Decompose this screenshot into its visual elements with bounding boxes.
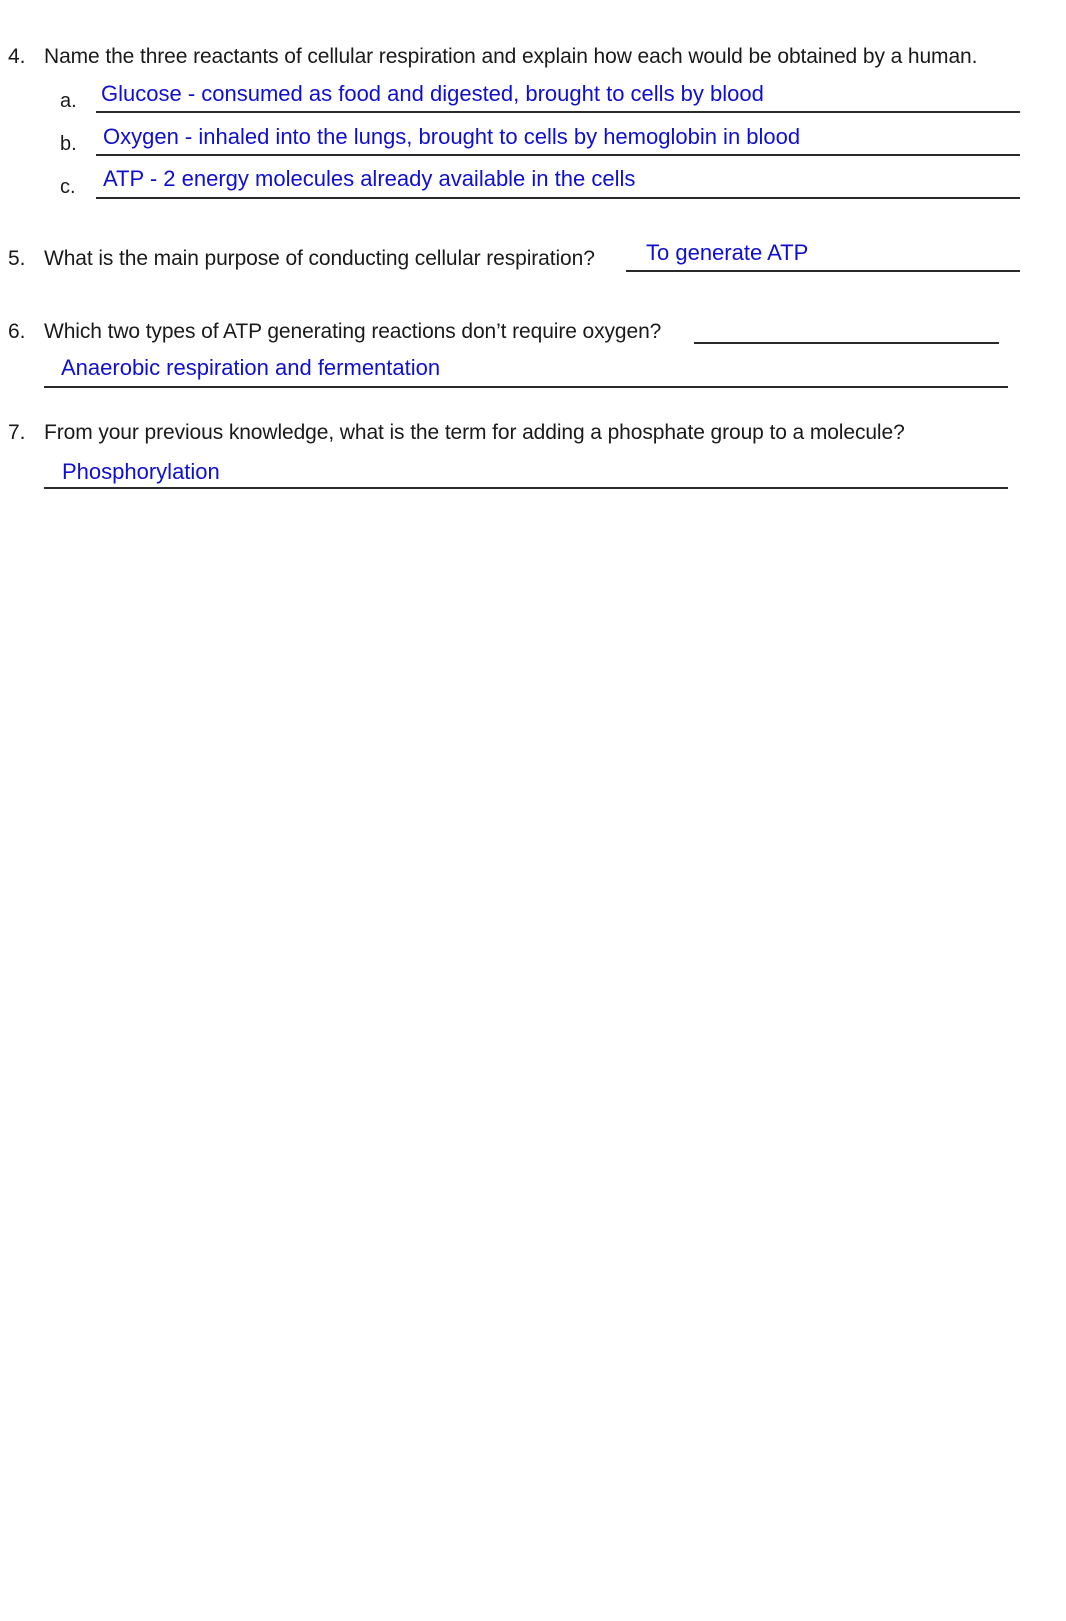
question-4-text: Name the three reactants of cellular respiration and explain how each would be obtained by a human. [44,45,978,68]
question-6-number: 6. [8,320,26,343]
question-4-item-b-letter: b. [60,133,77,155]
question-4-item-b-answer-line [96,154,1020,156]
question-5-number: 5. [8,247,26,270]
question-5-answer: To generate ATP [646,240,809,265]
question-4-item-b-answer: Oxygen - inhaled into the lungs, brought to cells by hemoglobin in blood [103,124,801,149]
question-4-item-c-letter: c. [60,176,76,198]
question-6-answer: Anaerobic respiration and fermentation [61,355,441,380]
question-7-text: From your previous knowledge, what is the term for adding a phosphate group to a molecule? [44,421,905,444]
question-7-answer-line [44,487,1008,489]
question-4-item-a-letter: a. [60,90,77,112]
question-5-answer-line [626,270,1020,272]
question-5-text: What is the main purpose of conducting cellular respiration? [44,247,595,270]
question-4-item-a-answer: Glucose - consumed as food and digested, brought to cells by blood [101,81,764,106]
question-6-answer-line [44,386,1008,388]
question-4-item-c-answer: ATP - 2 energy molecules already available in the cells [103,166,636,191]
question-4-item-a-answer-line [96,111,1020,113]
question-6-text: Which two types of ATP generating reactions don’t require oxygen? [44,320,662,343]
question-4-number: 4. [8,45,26,68]
question-6-inline-line [694,342,999,344]
question-7-number: 7. [8,421,26,444]
question-7-answer: Phosphorylation [62,459,220,484]
question-4-item-c-answer-line [96,197,1020,199]
